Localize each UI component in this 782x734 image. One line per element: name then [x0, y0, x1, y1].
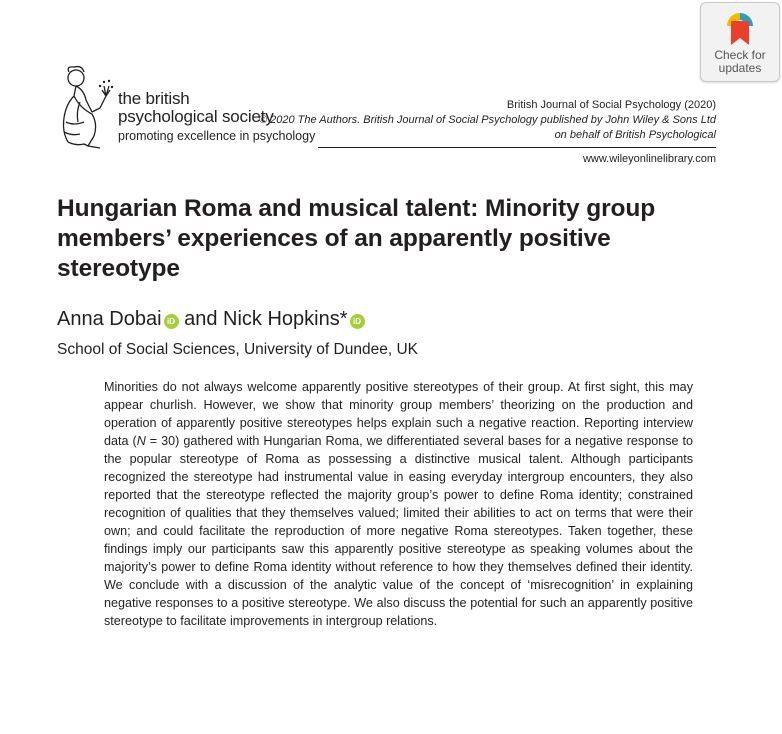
logo-line1: the british: [118, 89, 190, 108]
journal-name-year: British Journal of Social Psychology (2020): [506, 99, 716, 111]
abstract: [104, 378, 693, 630]
check-for-updates-badge[interactable]: [700, 2, 780, 82]
author-affiliation: School of Social Sciences, University of Dundee, UK: [57, 341, 418, 358]
orcid-icon[interactable]: iD: [350, 314, 365, 329]
orcid-icon[interactable]: iD: [164, 314, 179, 329]
copyright-line1: © 2020 The Authors. British Journal of Social Psychology published by John Wiley & Sons Ltd: [258, 114, 716, 126]
article-title: Hungarian Roma and musical talent: Minority group members’ experiences of an apparently positive stereotype: [57, 195, 656, 282]
bps-logo-figure: [54, 62, 118, 159]
abstract-part1: Minorities do not always welcome apparently positive stereotypes of their group. At first sight, this may appear churlish. However, we show that minority group members’ theorizing on the production and operation of apparently positive stereotypes helps explain such a negative reaction. Reporting interview data (: [104, 380, 693, 448]
journal-info: [259, 98, 716, 143]
badge-line2: updates: [718, 61, 762, 75]
author-connector: and: [178, 308, 224, 330]
author-2-name[interactable]: Nick Hopkins*: [223, 308, 348, 330]
author-line: [57, 307, 365, 331]
copyright-line2: on behalf of British Psychological: [554, 129, 716, 141]
crossmark-icon: [725, 11, 755, 47]
author-1-name[interactable]: Anna Dobai: [57, 308, 162, 330]
logo-line2: psychological society: [118, 107, 274, 126]
sample-size-symbol: N: [136, 434, 146, 448]
abstract-paragraph: [104, 378, 693, 630]
badge-line1: Check for: [714, 48, 766, 62]
header-rule: [318, 147, 716, 148]
society-figure-icon: [54, 62, 118, 154]
logo-tagline: promoting excellence in psychology: [118, 129, 316, 143]
journal-website-link[interactable]: www.wileyonlinelibrary.com: [582, 153, 716, 165]
abstract-part2: = 30) gathered with Hungarian Roma, we differentiated several bases for a negative response to the popular stereotype of Roma as possessing a distinctive musical talent. Although participants recognized the stereotype had instrumental value in easing everyday intergroup encounters, they also reported that the stereotype reflected the majority group’s power to define Roma identity; constrained recognition of qualities that they themselves valued; limited their abilities to act on terms that were their own; and could facilitate the reproduction of more negative Roma stereotypes. Taken together, these findings imply our participants saw this apparently positive stereotype as speaking volumes about the majority’s power to define Roma identity without reference to how they themselves defined their identity. We conclude with a discussion of the analytic value of the concept of ‘misrecognition’ in explaining negative responses to a positive stereotype. We also discuss the potential for such an apparently positive stereotype to facilitate improvements in intergroup relations.: [104, 434, 693, 628]
